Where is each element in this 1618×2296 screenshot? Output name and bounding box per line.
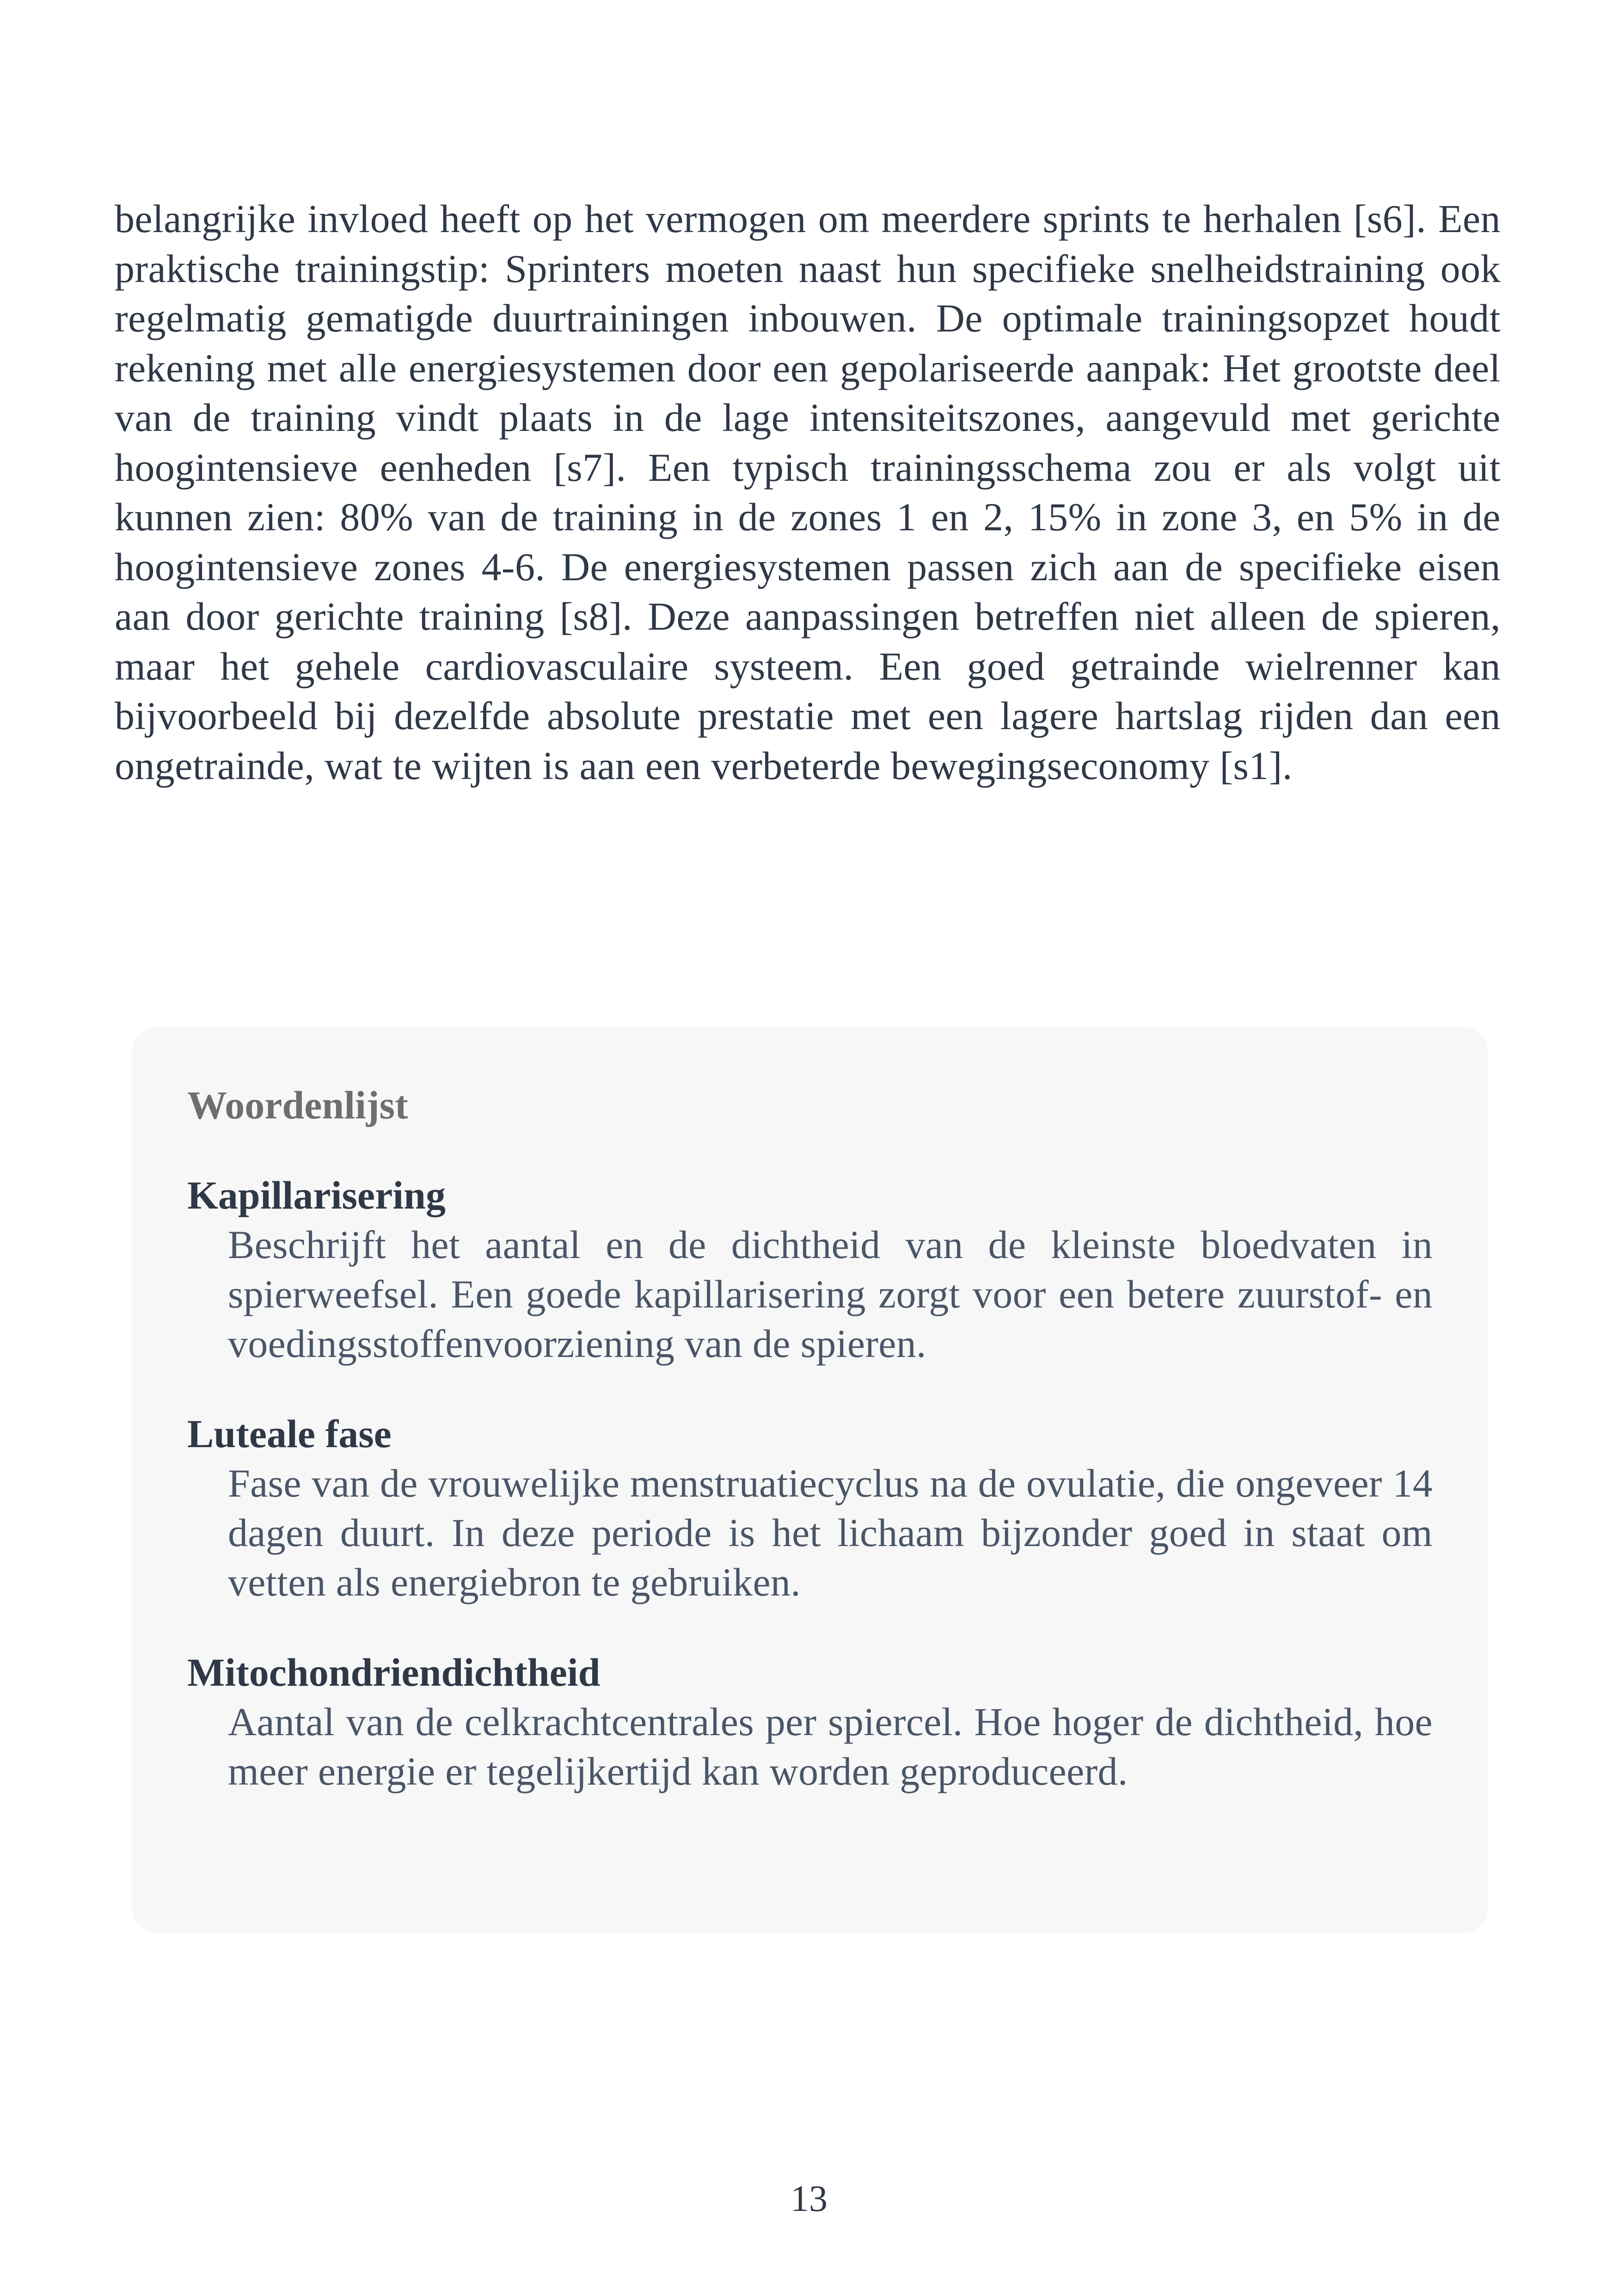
glossary-entry [187, 1171, 1433, 1369]
glossary-term: Luteale fase [187, 1412, 392, 1456]
body-paragraph: belangrijke invloed heeft op het vermogen om meerdere sprints te herhalen [s6]. Een praktische trainingstip: Sprinters moeten naast hun specifieke snelheidstraining ook regelmatig gematigde duurtrainingen inbouwen. De optimale trainingsopzet houdt rekening met alle energiesystemen door een gepolariseerde aanpak: Het grootste deel van de training vindt plaats in de lage intensiteitszones, aangevuld met gerichte hoogintensieve eenheden [s7]. Een typisch trainingsschema zou er als volgt uit kunnen zien: 80% van de training in de zones 1 en 2, 15% in zone 3, en 5% in de hoogintensieve zones 4-6. De energiesystemen passen zich aan de specifieke eisen aan door gerichte training [s8]. Deze aanpassingen betreffen niet alleen de spieren, maar het gehele cardiovasculaire systeem. Een goed getrainde wielrenner kan bijvoorbeeld bij dezelfde absolute prestatie met een lagere hartslag rijden dan een ongetrainde, wat te wijten is aan een verbeterde bewegingseconomy [s1]. [115, 196, 1501, 788]
glossary-entry [187, 1648, 1433, 1796]
glossary-entry [187, 1409, 1433, 1607]
glossary-definition: Aantal van de celkrachtcentrales per spiercel. Hoe hoger de dichtheid, hoe meer energie er tegelijkertijd kan worden geproduceerd. [228, 1700, 1433, 1793]
glossary-title: Woordenlijst [187, 1083, 408, 1127]
glossary-term: Mitochondriendichtheid [187, 1650, 601, 1694]
glossary-definition: Fase van de vrouwelijke menstruatiecyclus na de ovulatie, die ongeveer 14 dagen duurt. In deze periode is het lichaam bijzonder goed in staat om vetten als energiebron te gebruiken. [228, 1461, 1433, 1604]
glossary-box [132, 1027, 1488, 1933]
page-number: 13 [791, 2179, 827, 2219]
glossary-term: Kapillarisering [187, 1173, 446, 1217]
glossary-definition: Beschrijft het aantal en de dichtheid van de kleinste bloedvaten in spierweefsel. Een goede kapillarisering zorgt voor een betere zuurstof- en voedingsstoffenvoorziening van de spieren. [228, 1222, 1433, 1366]
